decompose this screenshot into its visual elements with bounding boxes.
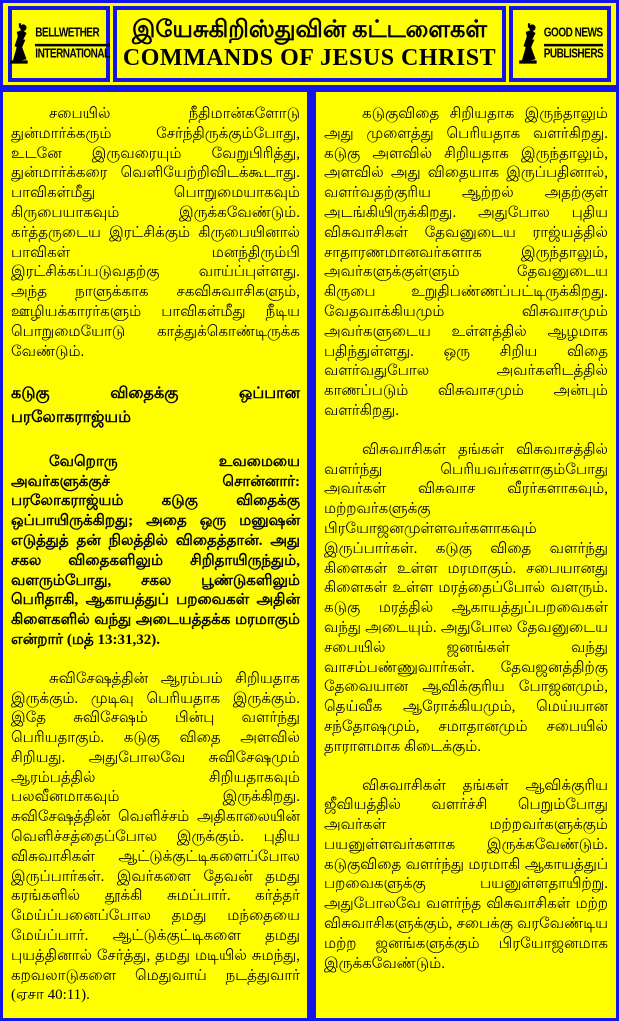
left-column xyxy=(3,92,307,1018)
title-tamil: இயேசுகிறிஸ்துவின் கட்டளைகள் xyxy=(131,17,488,43)
header-divider-rule xyxy=(3,85,616,92)
paragraph: கடுகுவிதை சிறியதாக இருந்தாலும் அது முளைத்து பெரியதாக வளர்கிறது. கடுகு அளவில் சிறியதாக இருந்தாலும், அளவில் அது விதையாக இருப்பதினால், வளர்வதற்குரிய ஆற்றல் அதற்குள் அடங்கியிருக்கிறது. அதுபோல புதிய விசுவாசிகள் தேவனுடைய ராஜ்யத்தில் சாதாரணமானவர்களாக இருந்தாலும், அவர்களுக்குள்ளும் தேவனுடைய கிருபை உறுதிபண்ணப்பட்டிருக்கிறது. வேதவாக்கியமும் விசுவாசமும் அவர்களுடைய உள்ளத்தில் ஆழமாக பதிந்துள்ளது. ஒரு சிறிய விதை வளர்வதுபோல அவர்களிடத்தில் காணப்படும் விசுவாசமும் அன்பும் வளர்கிறது. xyxy=(324,106,608,419)
logo-line2: PUBLISHERS xyxy=(543,46,604,61)
paragraph: சுவிசேஷத்தின் ஆரம்பம் சிறியதாக இருக்கும். முடிவு பெரியதாக இருக்கும். இதே சுவிசேஷம் பின்பு வளர்ந்து பெரியதாகும். கடுகு விதை அளவில் சிறியது. அதுபோலவே சுவிசேஷமும் ஆரம்பத்தில் சிறியதாகவும் பலவீனமாகவும் இருக்கிறது. சுவிசேஷத்தின் வெளிச்சம் அதிகாலையின் வெளிச்சத்தைப்போல இருக்கும். புதிய விசுவாசிகள் ஆட்டுக்குட்டிகளைப்போல இருப்பார்கள். இவர்களை தேவன் தமது கரங்களில் தூக்கி சுமப்பார். கர்த்தர் மேய்ப்பனைப்போல தமது மந்தையை மேய்ப்பார். ஆட்டுக்குட்டிகளை தமது புயத்தினால் சேர்த்து, தமது மடியில் சுமந்து, கறவலாடுகளை மெதுவாய் நடத்துவார் (ஏசா 40:11). xyxy=(11,670,300,1004)
bellwether-international-logo xyxy=(8,6,110,82)
logo-line1: GOOD NEWS xyxy=(544,26,603,45)
bell-ringer-figure-icon xyxy=(517,23,541,65)
title-box xyxy=(113,6,506,82)
header xyxy=(3,3,616,82)
title-english: COMMANDS OF JESUS CHRIST xyxy=(122,44,497,71)
scripture-quote-paragraph: வேறொரு உவமையை அவர்களுக்குச் சொன்னார்: பரலோகராஜ்யம் கடுகு விதைக்கு ஒப்பாயிருக்கிறது; அதை ஒரு மனுஷன் எடுத்துத் தன் நிலத்தில் விதைத்தான். அது சகல விதைகளிலும் சிறிதாயிருந்தும், வளரும்போது, சகல பூண்டுகளிலும் பெரிதாகி, ஆகாயத்துப் பறவைகள் அதின் கிளைகளில் வந்து அடையத்தக்க மரமாகும் என்றார் (மத் 13:31,32). xyxy=(11,453,300,648)
logo-text xyxy=(544,26,603,62)
column-divider xyxy=(307,92,316,1018)
paragraph: சபையில் நீதிமான்களோடு துன்மார்க்கரும் சேர்ந்திருக்கும்போது, உடனே இருவரையும் வேறுபிரித்து, துன்மார்க்கரை வெளியேற்றிவிடக்கூடாது. பாவிகள்மீது பொறுமையாகவும் கிருபையாகவும் இருக்கவேண்டும். கர்த்தருடைய இரட்சிக்கும் கிருபையினால் பாவிகள் மனந்திரும்பி இரட்சிக்கப்படுவதற்கு வாய்ப்புள்ளது. அந்த நாளுக்காக சகவிசுவாசிகளும், ஊழியக்காரர்களும் பாவிகள்மீது நீடிய பொறுமையோடு காத்துக்கொண்டிருக்க வேண்டும். xyxy=(11,106,300,360)
good-news-publishers-logo xyxy=(509,6,611,82)
body-columns xyxy=(3,92,616,1018)
logo-text xyxy=(35,26,109,62)
right-column xyxy=(316,92,616,1018)
paragraph: விசுவாசிகள் தங்கள் விசுவாசத்தில் வளர்ந்து பெரியவர்களாகும்போது அவர்கள் விசுவாச வீரர்களாகவும், மற்றவர்களுக்கு பிரயோஜனமுள்ளவர்களாகவும் இருப்பார்கள். கடுகு விதை வளர்ந்து கிளைகள் உள்ள மரமாகும். சபையானது கிளைகள் உள்ள மரத்தைப்போல் வளரும். கடுகு மரத்தில் ஆகாயத்துப்பறவைகள் வந்து அடையும். அதுபோல தேவனுடைய சபையில் ஜனங்கள் வந்து வாசம்பண்ணுவார்கள். தேவஜனத்திற்கு தேவையான ஆவிக்குரிய போஜனமும், தெய்வீக ஆரோக்கியமும், மெய்யான சந்தோஷமும், சமாதானமும் சபையில் தாராளமாக கிடைக்கும். xyxy=(324,441,608,755)
section-heading: கடுகு விதைக்கு ஒப்பான பரலோகராஜ்யம் xyxy=(11,385,300,426)
bell-ringer-figure-icon xyxy=(8,23,32,65)
paragraph: விசுவாசிகள் தங்கள் ஆவிக்குரிய ஜீவியத்தில் வளர்ச்சி பெறும்போது அவர்கள் மற்றவர்களுக்கும் பயனுள்ளவர்களாக இருக்கவேண்டும். கடுகுவிதை வளர்ந்து மரமாகி ஆகாயத்துப் பறவைகளுக்கு பயனுள்ளதாயிற்று. அதுபோலவே வளர்ந்த விசுவாசிகள் மற்ற விசுவாசிகளுக்கும், சபைக்கு வரவேண்டிய மற்ற ஜனங்களுக்கும் பிரயோஜனமாக இருக்கவேண்டும். xyxy=(324,777,608,972)
logo-line2: INTERNATIONAL xyxy=(35,46,110,61)
logo-line1: BELLWETHER xyxy=(35,26,109,45)
